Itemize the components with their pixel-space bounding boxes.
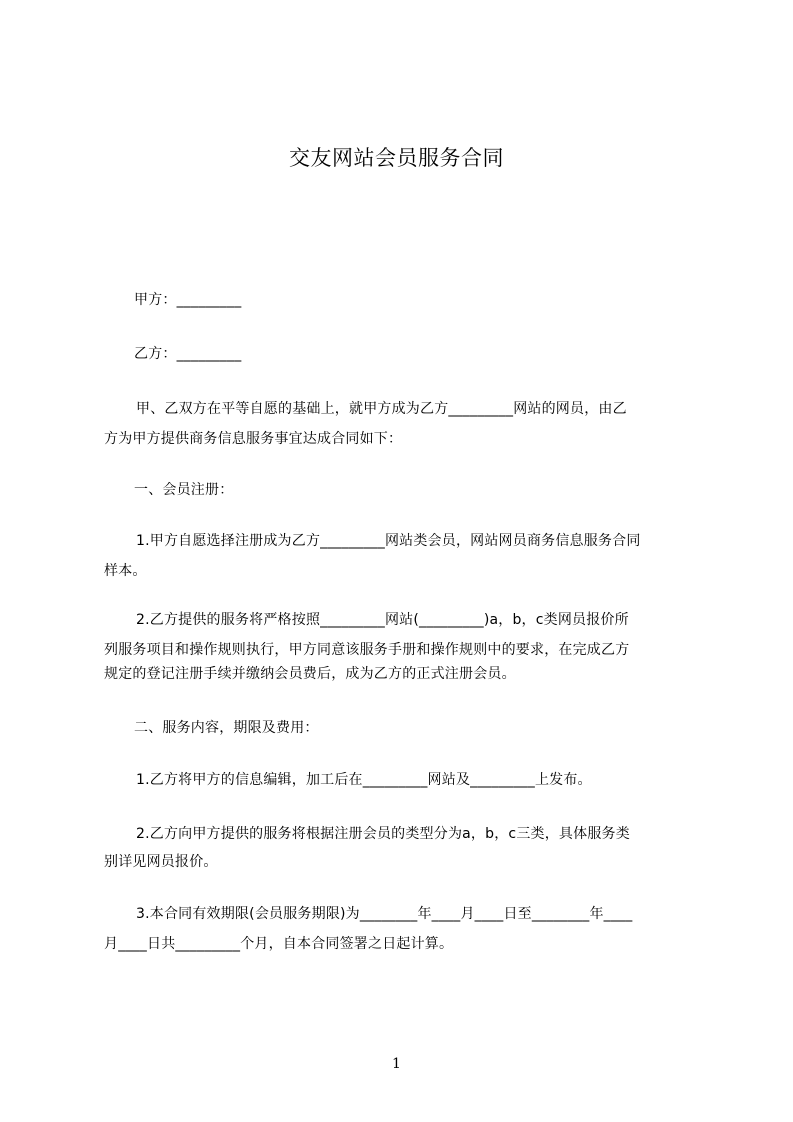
section-2-item-1: 1.乙方将甲方的信息编辑，加工后在_________网站及_________上发布。: [136, 772, 592, 788]
section-1-item-1-line-1: 1.甲方自愿选择注册成为乙方_________网站类会员，网站网员商务信息服务合同: [136, 533, 641, 549]
intro-paragraph-line-1: 甲、乙双方在平等自愿的基础上，就甲方成为乙方_________网站的网员，由乙: [136, 401, 627, 417]
document-title: 交友网站会员服务合同: [289, 146, 504, 170]
intro-paragraph-line-2: 方为甲方提供商务信息服务事宜达成合同如下：: [104, 431, 403, 447]
section-1-item-2-line-2: 列服务项目和操作规则执行，甲方同意该服务手册和操作规则中的要求，在完成乙方: [104, 642, 630, 658]
section-2-item-3-line-2: 月____日共_________个月，自本合同签署之日起计算。: [104, 936, 454, 952]
party-b-line: 乙方：_________: [134, 346, 242, 362]
section-1-heading: 一、会员注册：: [134, 482, 234, 498]
section-2-item-2-line-1: 2.乙方向甲方提供的服务将根据注册会员的类型分为a，b，c三类，具体服务类: [136, 826, 630, 842]
section-1-item-2-line-3: 规定的登记注册手续并缴纳会员费后，成为乙方的正式注册会员。: [104, 666, 516, 682]
party-a-line: 甲方：_________: [134, 292, 242, 308]
section-1-item-1-line-2: 样本。: [104, 563, 147, 579]
section-2-item-3-line-1: 3.本合同有效期限(会员服务期限)为________年____月____日至________年____: [136, 906, 633, 922]
section-2-heading: 二、服务内容，期限及费用：: [134, 720, 319, 736]
page-number: 1: [392, 1056, 401, 1072]
section-2-item-2-line-2: 别详见网员报价。: [104, 854, 218, 870]
section-1-item-2-line-1: 2.乙方提供的服务将严格按照_________网站(_________)a，b，c类网员报价所: [136, 612, 629, 628]
